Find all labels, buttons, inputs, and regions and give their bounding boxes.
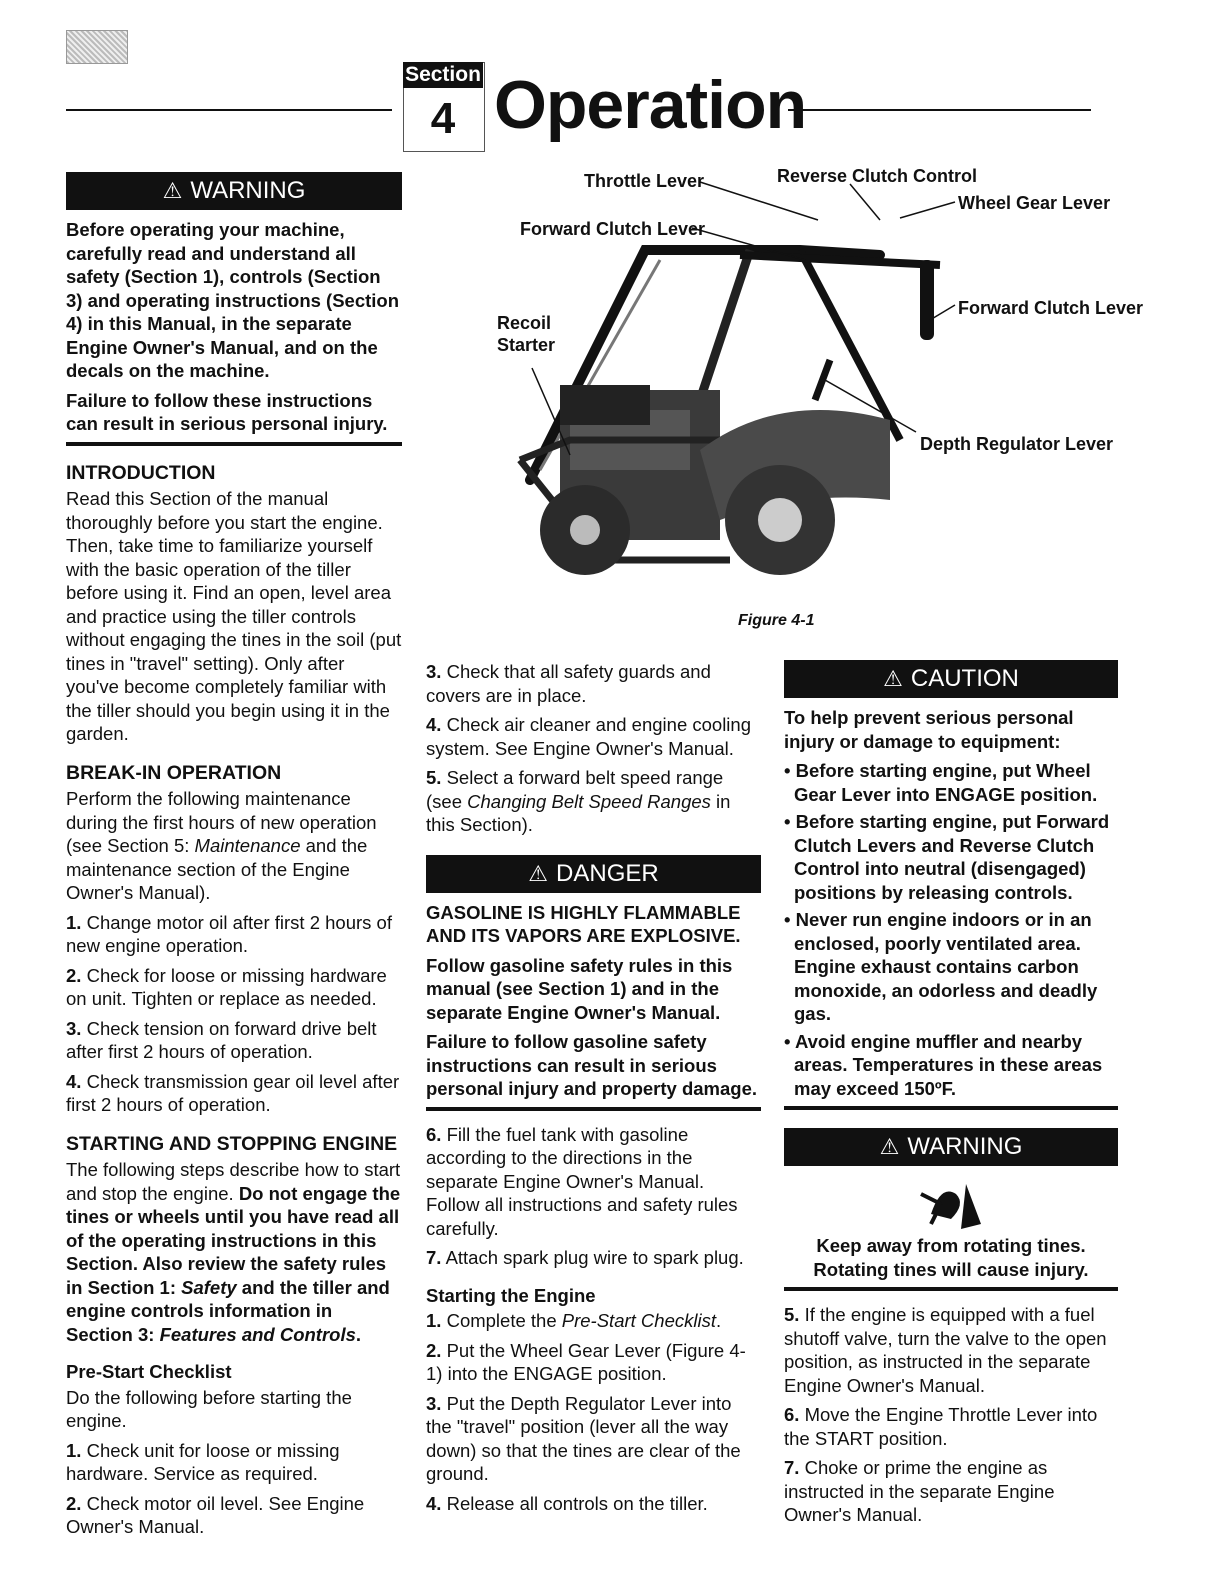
list-item: 7. Choke or prime the engine as instructed in the separate Engine Owner's Manual. [784, 1457, 1055, 1525]
caution-triangle-icon: ⚠ [883, 666, 903, 691]
rotating-tines-icon [784, 1174, 1118, 1234]
danger-headline: GASOLINE IS HIGHLY FLAMMABLE AND ITS VAPORS ARE EXPLOSIVE. [426, 901, 741, 946]
danger-triangle-icon: ⚠ [528, 860, 549, 886]
divider [784, 1287, 1118, 1291]
warning-consequence: Failure to follow these instructions can result in serious personal injury. [66, 389, 388, 434]
starting-stopping-heading: STARTING AND STOPPING ENGINE [66, 1132, 398, 1155]
warning-triangle-icon: ⚠ [162, 178, 183, 203]
warning-banner-label: WARNING [190, 177, 306, 204]
warning-banner-tines [784, 1128, 1118, 1166]
corner-tab-mark [66, 30, 128, 64]
list-item: 2. Put the Wheel Gear Lever (Figure 4-1) into the ENGAGE position. [426, 1339, 746, 1384]
list-item: 3. Check that all safety guards and covers are in place. [426, 661, 711, 706]
divider [426, 1107, 761, 1111]
introduction-heading: INTRODUCTION [66, 461, 216, 484]
list-item: 3. Check tension on forward drive belt after first 2 hours of operation. [66, 1017, 377, 1062]
section-label: Section [403, 62, 483, 88]
figure-caption: Figure 4-1 [738, 612, 815, 629]
tines-warning-text: Keep away from rotating tines. Rotating tines will cause injury. [813, 1235, 1089, 1280]
warning-text: Before operating your machine, carefully read and understand all safety (Section 1), controls (Section 3) and operating instructions (Section 4) in this Manual, in the separate Engine Owner's Manual, and on the decals on the machine. [66, 219, 400, 381]
break-in-heading: BREAK-IN OPERATION [66, 761, 282, 784]
caution-banner [784, 660, 1118, 698]
danger-text: Follow gasoline safety rules in this manual (see Section 1) and in the separate Engine Owner's Manual. [426, 954, 733, 1023]
list-item: 6. Fill the fuel tank with gasoline according to the directions in the separate Engine Owner's Manual. Follow all instructions and safety rules carefully. [426, 1123, 738, 1239]
caution-bullet: • Avoid engine muffler and nearby areas. Temperatures in these areas may exceed 150ºF. [784, 1030, 1103, 1099]
list-item: 4. Check transmission gear oil level after first 2 hours of operation. [66, 1070, 400, 1115]
label-forward-clutch-lever-top: Forward Clutch Lever [520, 219, 706, 239]
caution-banner-label: CAUTION [910, 665, 1019, 692]
warning-banner-label: WARNING [907, 1133, 1023, 1160]
starting-stopping-text: The following steps describe how to start and stop the engine. Do not engage the tines or wheels until you have read all of the operating instructions in this Section. Also review the safety rules in Section 1: Safety and the tiller and engine controls information in Section 3: Features and Controls. [66, 1159, 401, 1345]
list-item: 4. Check air cleaner and engine cooling system. See Engine Owner's Manual. [426, 714, 751, 759]
caution-bullet: • Before starting engine, put Forward Clutch Levers and Reverse Clutch Control into neutral (disengaged) positions by releasing controls. [784, 811, 1110, 903]
label-reverse-clutch-control: Reverse Clutch Control [777, 166, 978, 186]
list-item: 5. If the engine is equipped with a fuel shutoff valve, turn the valve to the open position, as instructed in the separate Engine Owner's Manual. [784, 1304, 1107, 1396]
list-item: 6. Move the Engine Throttle Lever into the START position. [784, 1404, 1098, 1449]
list-item: 4. Release all controls on the tiller. [426, 1492, 708, 1514]
danger-banner [426, 855, 761, 893]
break-in-intro: Perform the following maintenance during the first hours of new operation (see Section 5: Maintenance and the maintenance section of the Engine Owner's Manual). [66, 788, 377, 903]
label-wheel-gear-lever: Wheel Gear Lever [958, 193, 1111, 213]
introduction-text: Read this Section of the manual thoroughly before you start the engine. Then, take time to familiarize yourself with the basic operation of the tiller before using it. Find an open, level area and practice using the tiller controls without engaging the tines in the soil (put tines in "travel" setting). Only after you've become completely familiar with the tiller should you begin using it in the garden. [66, 488, 402, 744]
list-item: 2. Check for loose or missing hardware on unit. Tighten or replace as needed. [66, 964, 387, 1009]
starting-engine-heading: Starting the Engine [426, 1284, 596, 1306]
list-item: 2. Check motor oil level. See Engine Owner's Manual. [66, 1492, 365, 1537]
page-title: Operation [494, 67, 807, 143]
danger-banner-label: DANGER [556, 859, 659, 887]
list-item: 3. Put the Depth Regulator Lever into the "travel" position (lever all the way down) so that the tines are clear of the ground. [426, 1392, 741, 1484]
column-middle [426, 660, 761, 1521]
label-throttle-lever: Throttle Lever [584, 171, 705, 191]
list-item: 7. Attach spark plug wire to spark plug. [426, 1247, 744, 1268]
warning-banner [66, 172, 402, 210]
label-depth-regulator-lever: Depth Regulator Lever [920, 434, 1114, 454]
divider [66, 442, 402, 446]
label-recoil: Recoil [497, 313, 552, 333]
section-number: 4 [430, 94, 456, 143]
danger-consequence: Failure to follow gasoline safety instructions can result in serious personal injury and property damage. [426, 1031, 758, 1099]
warning-triangle-icon: ⚠ [879, 1134, 900, 1159]
label-forward-clutch-lever-right: Forward Clutch Lever [958, 298, 1144, 318]
list-item: 1. Check unit for loose or missing hardware. Service as required. [66, 1439, 340, 1484]
caution-bullet: • Before starting engine, put Wheel Gear Lever into ENGAGE position. [784, 760, 1098, 805]
column-left [66, 172, 402, 1545]
list-item: 1. Change motor oil after first 2 hours of new engine operation. [66, 911, 392, 956]
list-item: 5. Select a forward belt speed range (see Changing Belt Speed Ranges in this Section). [426, 767, 731, 835]
header-rule-left [66, 109, 392, 111]
divider [784, 1106, 1118, 1110]
list-item: 1. Complete the Pre-Start Checklist. [426, 1310, 722, 1331]
pre-start-intro: Do the following before starting the engine. [66, 1386, 352, 1431]
caution-bullet: • Never run engine indoors or in an enclosed, poorly ventilated area. Engine exhaust contains carbon monoxide, an odorless and deadly gas. [784, 909, 1098, 1024]
caution-intro: To help prevent serious personal injury or damage to equipment: [784, 707, 1074, 752]
pre-start-heading: Pre-Start Checklist [66, 1361, 232, 1382]
column-right [784, 660, 1118, 1533]
header-rule-right [788, 109, 1091, 111]
label-starter: Starter [497, 335, 556, 355]
